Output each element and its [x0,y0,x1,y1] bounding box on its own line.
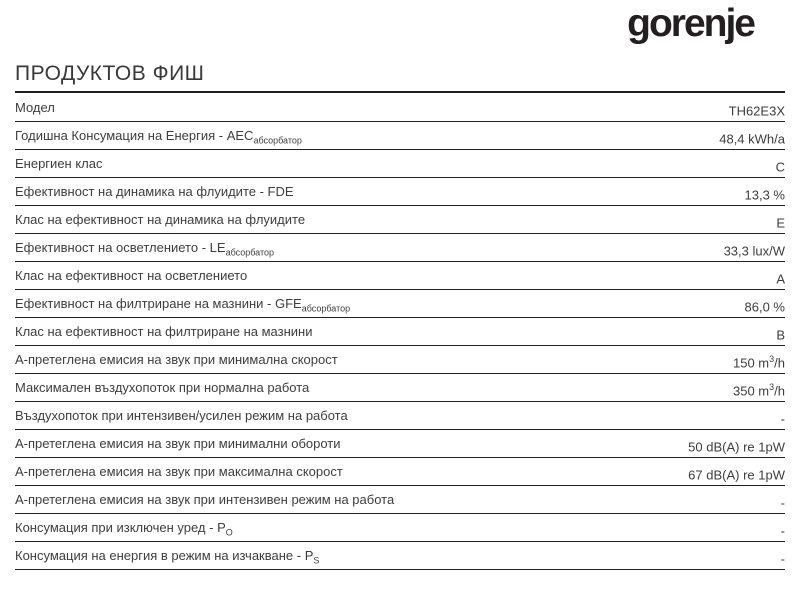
row-value [781,411,785,426]
row-label-text: Консумация при изключен уред - P [15,520,226,536]
row-label [15,492,394,510]
row-value [724,243,785,258]
table-row [15,374,785,402]
row-value [688,439,785,454]
row-label [15,128,302,146]
row-value-text: 67 dB(A) re 1pW [688,467,785,482]
row-label [15,436,341,454]
row-value-text: 50 dB(A) re 1pW [688,439,785,454]
row-label-subscript: S [313,556,320,566]
row-value [776,215,785,230]
row-value-text: 86,0 % [744,299,785,314]
row-label-text: Въздухопоток при интензивен/усилен режим на работа [15,408,348,424]
row-value-text: 48,4 kWh/a [719,131,785,146]
table-row [15,458,785,486]
row-value-superscript: 3 [769,353,775,364]
row-value-text: - [780,411,785,426]
table-row [15,262,785,290]
row-label-text: Ефективност на динамика на флуидите - FDE [15,184,294,200]
row-label-text: Ефективност на филтриране на мазнини - GFE [15,296,302,312]
row-label [15,296,350,314]
row-value-text: - [780,551,785,566]
table-row [15,318,785,346]
row-label-text: Годишна Консумация на Енергия - AEC [15,128,254,144]
row-value [776,271,785,286]
row-value-text: B [776,327,785,342]
row-label-text: Консумация на енергия в режим на изчакване - P [15,548,314,564]
row-value-text: A [776,271,785,286]
table-row [15,150,785,178]
row-label-text: Ефективност на осветлението - LE [15,240,226,256]
row-label [15,464,343,482]
row-label-text: Клас на ефективност на осветлението [15,268,248,284]
row-label [15,548,319,566]
row-label [15,408,348,426]
row-label [15,520,233,538]
row-value-superscript: 3 [769,381,775,392]
table-row [15,178,785,206]
row-value [729,103,785,118]
row-label [15,156,102,174]
row-value-suffix: /h [774,383,785,398]
row-label [15,352,338,370]
row-label-text: А-претеглена емисия на звук при максимална скорост [15,464,343,480]
row-label-text: Максимален въздухопоток при нормална работа [15,380,310,396]
row-value-text: C [775,159,785,174]
table-row [15,122,785,150]
row-value [781,495,785,510]
row-value [733,383,785,398]
row-label-text: Клас на ефективност на филтриране на мазнини [15,324,313,340]
row-value [733,355,785,370]
row-label [15,184,294,202]
row-label-subscript: абсорбатор [253,136,302,146]
table-row [15,486,785,514]
row-label-subscript: абсорбатор [225,248,275,258]
table-row [15,542,785,570]
table-row [15,94,785,122]
spec-table [15,94,785,570]
row-value [688,467,785,482]
row-value-suffix: /h [774,355,785,370]
row-label-subscript: абсорбатор [301,304,351,314]
row-value [776,159,785,174]
row-label-text: Модел [15,100,55,116]
row-value-text: - [780,495,785,510]
row-value-text: 13,3 % [744,187,785,202]
row-value-text: E [776,215,785,230]
page-title: ПРОДУКТОВ ФИШ [15,62,785,93]
row-value-text: 33,3 lux/W [723,243,785,258]
row-label [15,380,309,398]
table-row [15,514,785,542]
row-label [15,268,247,286]
row-label-text: Енергиен клас [15,156,103,172]
row-label-subscript: O [225,528,233,538]
row-value [776,327,785,342]
row-label [15,240,274,258]
row-label-text: А-претеглена емисия на звук при интензивен режим на работа [15,492,395,508]
row-label-text: Клас на ефективност на динамика на флуидите [15,212,306,228]
table-row [15,206,785,234]
row-value [719,131,785,146]
row-value [745,299,785,314]
gorenje-logo: gorenje [627,2,754,45]
row-value-text: 150 m [733,355,770,370]
table-row [15,402,785,430]
row-value [781,523,785,538]
table-row [15,290,785,318]
row-value [745,187,785,202]
row-value-text: - [780,523,785,538]
row-value [781,551,785,566]
row-label [15,100,55,118]
table-row [15,234,785,262]
row-value-text: 350 m [733,383,770,398]
row-label [15,212,305,230]
row-label [15,324,312,342]
row-label-text: А-претеглена емисия на звук при минимални обороти [15,436,341,452]
table-row [15,346,785,374]
table-row [15,430,785,458]
row-value-text: TH62E3X [728,103,785,118]
row-label-text: А-претеглена емисия на звук при минимална скорост [15,352,338,368]
